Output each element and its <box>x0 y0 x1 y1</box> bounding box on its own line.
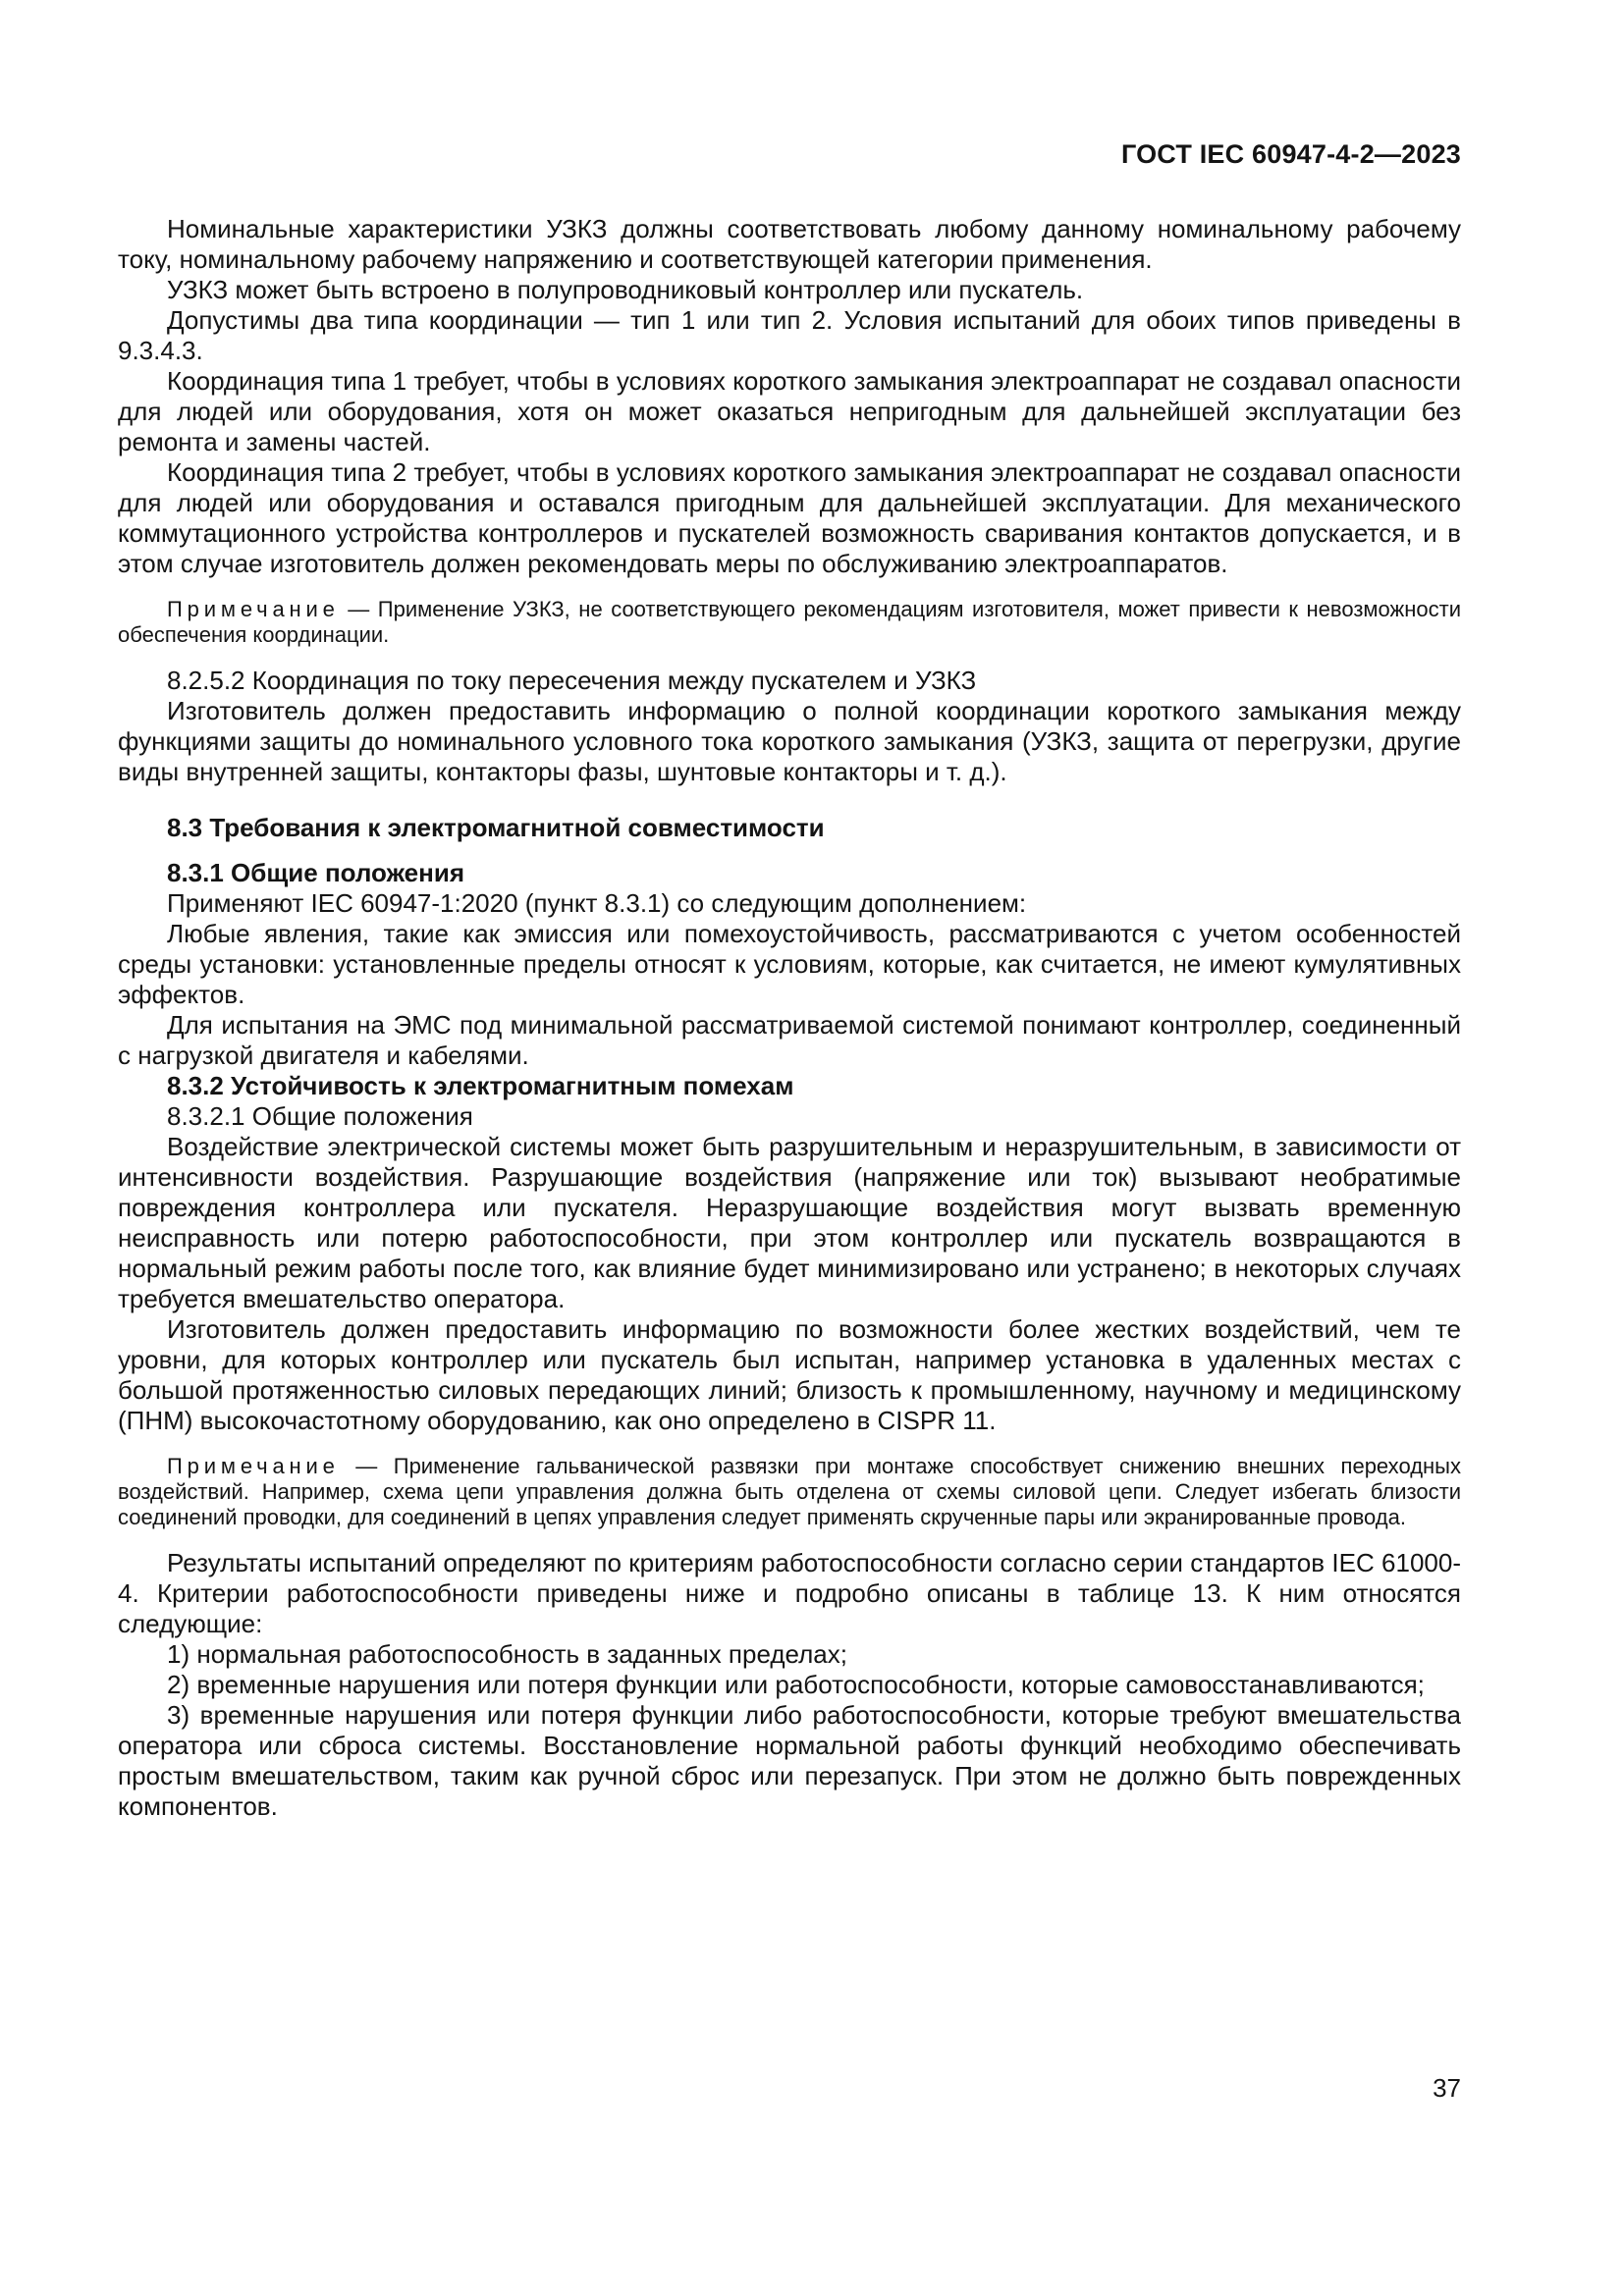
note-paragraph: Примечание — Применение УЗКЗ, не соответствующего рекомендациям изготовителя, может привести к невозможности обеспечения координации. <box>118 597 1461 647</box>
paragraph: Результаты испытаний определяют по критериям работоспособности согласно серии стандартов IEC 61000-4. Критерии работоспособности приведены ниже и подробно описаны в таблице 13. К ним относятся следующие: <box>118 1548 1461 1638</box>
paragraph: 2) временные нарушения или потеря функции или работоспособности, которые самовосстанавливаются; <box>167 1670 1425 1699</box>
paragraph: Воздействие электрической системы может быть разрушительным и неразрушительным, в зависимости от интенсивности воздействия. Разрушающие воздействия (напряжение или ток) вызывают необратимые повреждения контроллера или пускателя. Неразрушающие воздействия могут вызвать временную неисправность или потерю работоспособности, при этом контроллер или пускатель возвращаются в нормальный режим работы после того, как влияние будет минимизировано или устранено; в некоторых случаях требуется вмешательство оператора. <box>118 1132 1461 1313</box>
paragraph: Допустимы два типа координации — тип 1 или тип 2. Условия испытаний для обоих типов приведены в 9.3.4.3. <box>118 305 1461 365</box>
note-paragraph: Примечание — Применение гальванической развязки при монтаже способствует снижению внешних переходных воздействий. Например, схема цепи управления должна быть отделена от схемы силовой цепи. Следует избегать близости соединений проводки, для соединений в цепях управления следует применять скрученные пары или экранированные провода. <box>118 1454 1461 1529</box>
paragraph: Любые явления, такие как эмиссия или помехоустойчивость, рассматриваются с учетом особенностей среды установки: установленные пределы относят к условиям, которые, как считается, не имеют кумулятивных эффектов. <box>118 919 1461 1009</box>
document-body <box>118 214 1461 1822</box>
paragraph: Применяют IEC 60947-1:2020 (пункт 8.3.1) со следующим дополнением: <box>167 888 1027 918</box>
paragraph: 8.3.2.1 Общие положения <box>167 1101 473 1131</box>
running-header: ГОСТ IEC 60947-4-2—2023 <box>1120 139 1461 169</box>
page-number: 37 <box>1433 2073 1461 2103</box>
section-heading: 8.3 Требования к электромагнитной совместимости <box>167 813 825 842</box>
paragraph: Для испытания на ЭМС под минимальной рассматриваемой системой понимают контроллер, соединенный с нагрузкой двигателя и кабелями. <box>118 1010 1461 1070</box>
paragraph: Координация типа 2 требует, чтобы в условиях короткого замыкания электроаппарат не создавал опасности для людей или оборудования и оставался пригодным для дальнейшей эксплуатации. Для механического коммутационного устройства контроллеров и пускателей возможность сваривания контактов допускается, и в этом случае изготовитель должен рекомендовать меры по обслуживанию электроаппаратов. <box>118 457 1461 578</box>
paragraph: 1) нормальная работоспособность в заданных пределах; <box>167 1639 847 1669</box>
note-label: Примечание <box>167 1454 340 1478</box>
paragraph: Номинальные характеристики УЗКЗ должны соответствовать любому данному номинальному рабочему току, номинальному рабочему напряжению и соответствующей категории применения. <box>118 214 1461 274</box>
section-heading: 8.3.1 Общие положения <box>167 858 464 887</box>
paragraph: Изготовитель должен предоставить информацию о полной координации короткого замыкания между функциями защиты до номинального условного тока короткого замыкания (УЗКЗ, защита от перегрузки, другие виды внутренней защиты, контакторы фазы, шунтовые контакторы и т. д.). <box>118 696 1461 786</box>
paragraph: Координация типа 1 требует, чтобы в условиях короткого замыкания электроаппарат не создавал опасности для людей или оборудования, хотя он может оказаться непригодным для дальнейшей эксплуатации без ремонта и замены частей. <box>118 366 1461 456</box>
section-heading: 8.3.2 Устойчивость к электромагнитным помехам <box>167 1071 794 1100</box>
note-label: Примечание <box>167 597 340 621</box>
paragraph: 8.2.5.2 Координация по току пересечения между пускателем и УЗКЗ <box>167 666 977 695</box>
paragraph: Изготовитель должен предоставить информацию по возможности более жестких воздействий, чем те уровни, для которых контроллер или пускатель был испытан, например установка в удаленных местах с большой протяженностью силовых передающих линий; близость к промышленному, научному и медицинскому (ПНМ) высокочастотному оборудованию, как оно определено в CISPR 11. <box>118 1314 1461 1435</box>
paragraph: 3) временные нарушения или потеря функции либо работоспособности, которые требуют вмешательства оператора или сброса системы. Восстановление нормальной работы функций необходимо обеспечивать простым вмешательством, таким как ручной сброс или перезапуск. При этом не должно быть поврежденных компонентов. <box>118 1700 1461 1821</box>
paragraph: УЗКЗ может быть встроено в полупроводниковый контроллер или пускатель. <box>167 275 1084 304</box>
